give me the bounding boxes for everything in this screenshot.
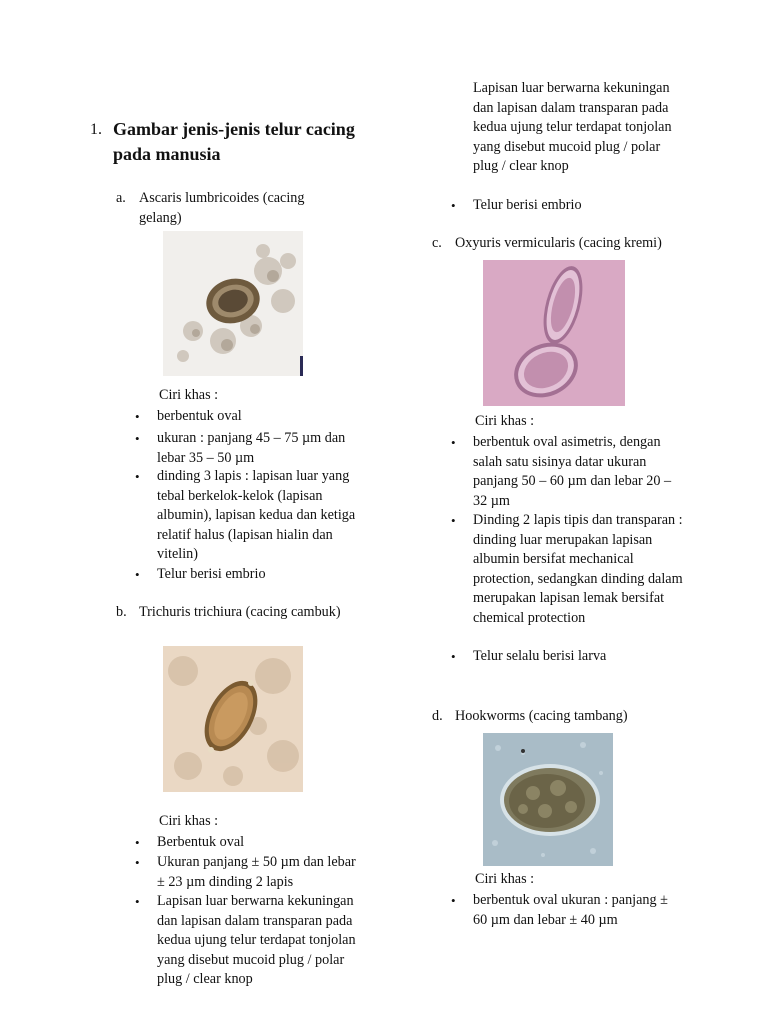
item-a-bullet-1: • berbentuk oval xyxy=(157,407,372,427)
item-a-bullet-4: • Telur berisi embrio xyxy=(157,565,372,585)
item-c-title: Oxyuris vermicularis (cacing kremi) xyxy=(455,235,662,251)
item-c-letter: c. xyxy=(432,235,442,251)
item-b-bullet-3-continued-text: Lapisan luar berwarna kekuningan dan lapisan dalam transparan pada kedua ujung telur terdapat tonjolan yang disebut mucoid plug / polar plug / clear knop xyxy=(473,80,672,174)
oxyuris-egg-micrograph xyxy=(483,260,625,406)
item-a-letter: a. xyxy=(116,190,126,206)
item-d-ciri-label: Ciri khas : xyxy=(475,871,535,887)
item-a-bullet-3: • dinding 3 lapis : lapisan luar yang tebal berkelok-kelok (lapisan albumin), lapisan kedua dan ketiga relatif halus (lapisan hialin dan vitelin) xyxy=(157,467,372,565)
item-d-letter: d. xyxy=(432,708,443,724)
item-a-title: Ascaris lumbricoides (cacing gelang) xyxy=(139,190,305,226)
item-b-bullet-2: • Ukuran panjang ± 50 µm dan lebar ± 23 µm dinding 2 lapis xyxy=(157,853,367,892)
item-b-bullet-3-continued xyxy=(473,80,688,196)
item-b-ciri-label: Ciri khas : xyxy=(159,813,219,829)
item-d-title: Hookworms (cacing tambang) xyxy=(455,708,628,724)
item-b-title: Trichuris trichiura (cacing cambuk) xyxy=(139,604,341,620)
hookworm-egg-micrograph xyxy=(483,733,613,866)
item-b-bullet-3: • Lapisan luar berwarna kekuningan dan lapisan dalam transparan pada kedua ujung telur terdapat tonjolan yang disebut mucoid plug / polar plug / clear knop xyxy=(157,892,362,931)
item-c-bullet-2: • Dinding 2 lapis tipis dan transparan : dinding luar merupakan lapisan albumin bersifat mechanical protection, sedangkan dinding dalam merupakan lapisan lemak bersifat chemical protection xyxy=(473,511,683,628)
item-b-letter: b. xyxy=(116,604,127,620)
section-number: 1. xyxy=(90,121,102,138)
item-a-bullet-2: • ukuran : panjang 45 – 75 µm dan lebar 35 – 50 µm xyxy=(157,429,372,468)
page-title: Gambar jenis-jenis telur cacing pada manusia xyxy=(113,119,355,164)
trichuris-egg-micrograph xyxy=(163,646,303,792)
item-b-bullet-4: • Telur berisi embrio xyxy=(473,196,683,216)
ascaris-egg-micrograph xyxy=(163,231,303,376)
item-c-bullet-3: • Telur selalu berisi larva xyxy=(473,647,683,667)
item-d-bullet-1: • berbentuk oval ukuran : panjang ± 60 µm dan lebar ± 40 µm xyxy=(473,891,683,930)
item-c-bullet-1: • berbentuk oval asimetris, dengan salah satu sisinya datar ukuran panjang 50 – 60 µm dan lebar 20 – 32 µm xyxy=(473,433,683,511)
item-c-ciri-label: Ciri khas : xyxy=(475,413,535,429)
item-a-ciri-label: Ciri khas : xyxy=(159,387,219,403)
item-b-bullet-1: • Berbentuk oval xyxy=(157,833,367,853)
